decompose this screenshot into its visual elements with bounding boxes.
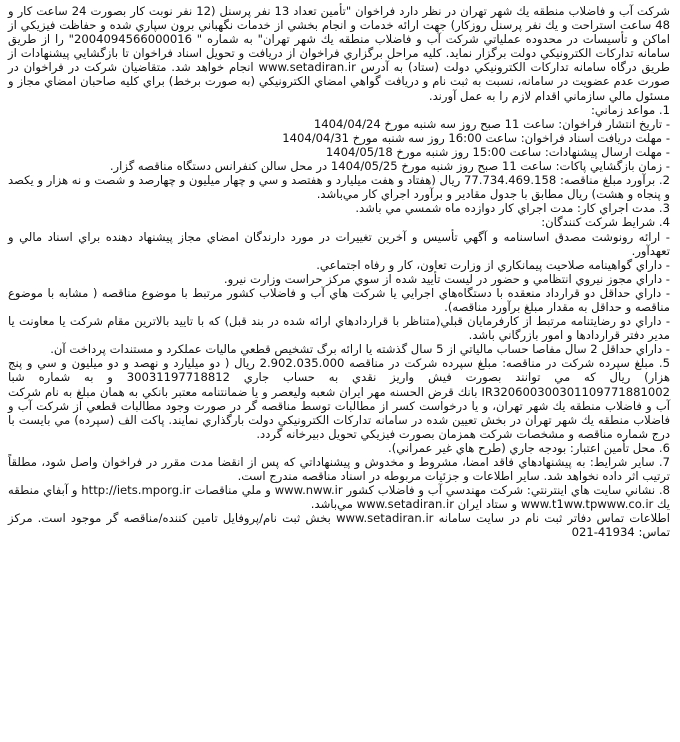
section-5-deposit: 5. مبلغ سپرده شركت در مناقصه: مبلغ سپرده شركت در مناقصه 2.902.035.000 ريال ( دو ميليارد و نهصد و دو ميليون و سي و پنج هزار) ريال كه مي توانند بصورت فيش واريز نقدي به حساب جاري 30031197718812 و به شماره شبا IR320600300301109771881002 بانك قرض الحسنه مهر ايران شعبه وليعصر و يا ضمانتنامه معتبر بانكي به همان مبلغ به نام شركت آب و فاضلاب منطقه يك شهر تهران، و يا درخواست كسر از مطالبات توسط مناقصه گر در صورت وجود مطالبات قطعي از شركت آب و فاضلاب منطقه يك شهر تهران در بخش تعيين شده در سامانه تداركات الكترونيكي دولت بارگذاري نمايند. پاكت الف (سپرده) مي بايست با درج شماره مناقصه و مشخصات شركت همزمان بصورت فيزيكي تحويل دبيرخانه گردد. bbox=[8, 356, 670, 441]
documents-deadline-line: - مهلت دريافت اسناد فراخوان: ساعت 16:00 روز سه شنبه مورخ 1404/04/31 bbox=[282, 130, 670, 145]
section-3-duration: 3. مدت اجراي كار: مدت اجراي كار دوازده ماه شمسي مي باشد. bbox=[355, 201, 670, 216]
intro-paragraph: شرکت آب و فاضلاب منطقه يك شهر تهران در نظر دارد فراخوان "تأمين تعداد 13 نفر پرسنل (12 نفر نوبت كار بصورت 24 ساعت كار و 48 ساعت استراحت و يك نفر پرسنل روزكار) جهت ارائه خدمات و انجام بخشي از خدمات نگهباني برون سپاري شده و حفاظت فيزيكي از اماكن و تأسيسات در محدوده عملياتي شركت آب و فاضلاب منطقه يك شهر تهران" به شماره " 2004094566000016" را از طريق سامانه تداركات الكترونيكي دولت برگزار نمايد. كليه مراحل برگزاري فراخوان از دريافت و تحويل اسناد فراخوان تا بازگشايي پيشنهادات از طريق درگاه سامانه تداركات الكترونيكي دولت (ستاد) به آدرس www.setadiran.ir انجام خواهد شد. متقاضيان شركت در فراخوان در صورت عدم عضويت در سامانه، نسبت به ثبت نام و دريافت گواهي امضاي الكترونيكي (به صورت برخط) براي كليه صاحبان امضاي مجاز و مسئول مالي سازماني اقدام لازم را به عمل آورند. bbox=[8, 4, 671, 103]
contact-info: اطلاعات تماس دفاتر ثبت نام در سايت سامانه www.setadiran.ir بخش ثبت نام/پروفايل تامين كننده/مناقصه گر موجود است. مركز تماس: 41934-021 bbox=[8, 511, 670, 540]
condition-item: - ارائه رونوشت مصدق اساسنامه و آگهي تأسيس و آخرين تغييرات در مورد دارندگان امضاي مجاز پيشنهاد دهنده براي اسناد مالي و تعهدآور. bbox=[8, 229, 670, 258]
section-4-heading: 4. شرايط شركت كنندگان: bbox=[541, 215, 670, 230]
condition-item: - داراي حداقل 2 سال مفاصا حساب مالياتي از 5 سال گذشته يا ارائه برگ تشخيص قطعي ماليات عملكرد و مستندات پرداخت آن. bbox=[50, 342, 670, 357]
section-8-websites: 8. نشاني سايت هاي اينترنتي: شركت مهندسي آب و فاضلاب كشور www.nww.ir و ملي مناقصات http://iets.mporg.ir و آبفاي منطقه يك www.t1ww.tpwww.co.ir و ستاد ايران www.setadiran.ir مي‌باشد. bbox=[8, 483, 671, 512]
opening-time-line: - زمان بازگشايي پاكات: ساعت 11 صبح روز شنبه مورخ 1404/05/25 در محل سالن كنفرانس دستگاه مناقصه گزار. bbox=[109, 159, 670, 174]
condition-item: - داراي دو رضايتنامه مرتبط از كارفرمايان قبلي(متناظر با قراردادهاي ارائه شده در بند قبل) كه با تاييد بالاترين مقام شركت يا معاونت يا مدير دفتر قراردادها و امور بازرگاني باشد. bbox=[8, 314, 670, 343]
section-2-estimate: 2. برآورد مبلغ مناقصه: 77.734.469.158 ريال (هفتاد و هفت ميليارد و هفتصد و سي و چهار ميليون و چهارصد و شصت و نه هزار و يكصد و پنجاه و هشت) ريال مطابق با جدول مقادير و برآورد اجراي كار مي‌باشد. bbox=[8, 173, 670, 202]
submission-deadline-line: - مهلت ارسال پيشنهادات: ساعت 15:00 روز شنبه مورخ 1404/05/18 bbox=[325, 144, 670, 159]
section-1-heading: 1. مواعد زماني: bbox=[590, 102, 670, 117]
section-6-funding: 6. محل تأمين اعتبار: بودجه جاري (طرح هاي غير عمراني). bbox=[388, 440, 670, 455]
condition-item: - داراي حداقل دو قرارداد منعقده با دستگاه‌هاي اجرايي يا شركت هاي آب و فاضلاب كشور مرتبط با موضوع مناقصه ( مشابه با موضوع مناقصه و حداقل به مقدار مبلغ برآورد مناقصه). bbox=[8, 285, 670, 314]
condition-item: - داراي مجوز نيروي انتظامي و حضور در ليست تأييد شده از سوي مركز حراست وزارت نيرو. bbox=[223, 271, 670, 286]
publish-date-line: - تاريخ انتشار فراخوان: ساعت 11 صبح روز سه شنبه مورخ 1404/04/24 bbox=[313, 116, 670, 131]
section-7-other-conditions: 7. ساير شرايط: به پيشنهادهاي فاقد امضا، مشروط و مخدوش و پيشنهاداتي كه پس از انقضا مدت مقرر در فراخوان واصل شود، مطلقاً ترتيب اثر داده نخواهد شد. ساير اطلاعات و جزئيات مربوطه در اسناد مناقصه مندرج است. bbox=[8, 455, 670, 484]
condition-item: - داراي گواهينامه صلاحيت پيمانكاري از وزارت تعاون، كار و رفاه اجتماعي. bbox=[316, 257, 670, 272]
